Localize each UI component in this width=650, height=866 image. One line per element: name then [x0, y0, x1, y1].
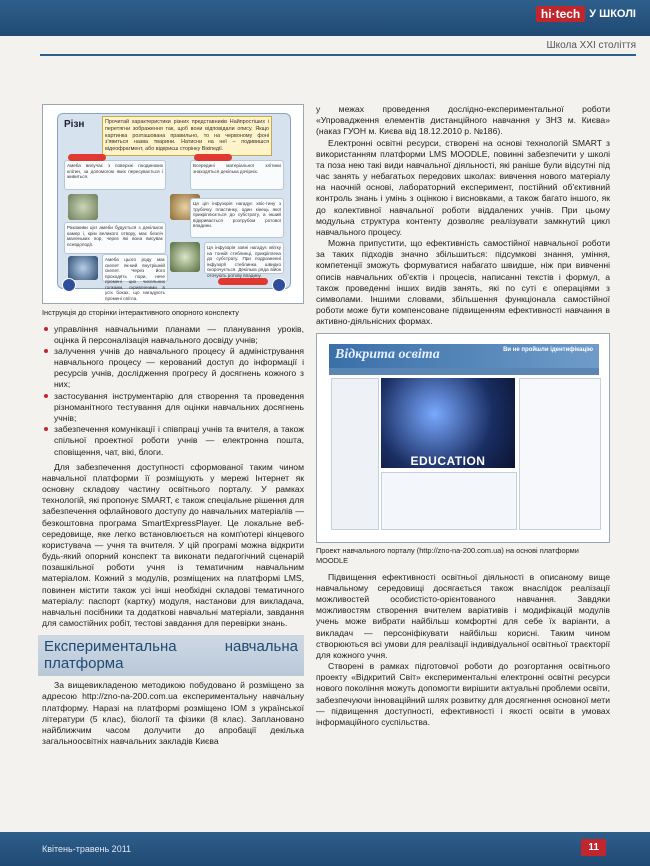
next-page-button[interactable] [272, 278, 286, 292]
organism-card: Ракоживи цієї амеби будується з декількох камер і, крім великого отвору, має безліч маленьких пор, через які вона висуває псевдоподії. [64, 222, 166, 254]
brand-school-label: У ШКОЛІ [589, 8, 636, 20]
right-column [316, 104, 610, 728]
label-pill [68, 154, 106, 161]
body-paragraph: За вищевикладеною методикою побудовано й розміщено за адресою http://zno-na-200.com.ua експериментальну навчальну платформу. Наразі на платформі розміщено ІОМ з української літератури (5 клас), біології та фізики (8 клас). Заплановано найближчим часом долучити до апробації декілька загальноосвітніх навчальних закладів Києва [42, 680, 304, 747]
list-item: забезпечення комунікації і співпраці учнів та вчителя, а також спільної проектної роботи учнів — електронна пошта, сповіщення, чат, вікі, блоги. [42, 424, 304, 458]
body-paragraph: Для забезпечення доступності сформованої таким чином навчальної платформи її розміщують у мережі Інтернет як основну складову частину освітнього порталу. У рамках технологій, які пропонує SMART, є також спеціальне рішення для забезпечення офлайнового доступу до навчальних матеріалів — безкоштовна програма SmartExpressPlayer. Це локальне веб-середовище, яке легко встановлюється на комп'ютері кінцевого користувача — учня та вчителя. У цій програмі можна відкрити будь-який опорний конспект та виконати педагогічний сценарій позашкільної роботи учня із тематичним навчальним матеріалом. Кожний з модулів, розміщених на платформі LMS, повинен містити також усі інші необхідні складові тематичного матеріалу: паспорт (картку) модуля, настанови для викладача, навчальні посібники та додаткові навчальні матеріали, завдання для самостійних робіт, тестові завдання для перевірки знань. [42, 461, 304, 629]
organism-card: Амеба цього роду має скелет як-кий внутрішній скелет. Через його проходять пори, нече промені цих чисельних голками, скривленими в усіх боках, що нагадують промені світла. [102, 254, 168, 282]
organism-card: Амеба вилучає з поверхні поодиноких клітин, за допомогою яких пересувається і живиться. [64, 160, 166, 190]
list-item: залучення учнів до навчального процесу й адміністрування навчального процесу — керований доступ до інформації і ресурсів учнів, дослідження прогресу й досягнень кожного з них; [42, 346, 304, 391]
radiolaria-image [68, 256, 98, 280]
section-subtitle: Школа XXI століття [546, 40, 636, 51]
footer-bar [0, 832, 650, 866]
portal-news-block [381, 472, 517, 530]
interactive-notes-figure [42, 104, 304, 304]
prev-page-button[interactable] [62, 278, 76, 292]
body-paragraph: Можна припустити, що ефективність самостійної навчальної роботи за таких підходів значно збільшиться: підсумкові знання, уміння, компетенції зможуть формуватися набагато швидше, ніж при вивченні описів навчальних об'єктів і процесів, написанні текстів і формул, а також проведенні інших видів занять, які по суті є операціями з символами. Іншими словами, збільшення функціонала самостійної роботи може бути компенсоване підвищенням ефективності навчання в активно-діяльнісних формах. [316, 238, 610, 327]
label-pill [194, 154, 232, 161]
figure-title: Різн [64, 119, 85, 130]
portal-login-status: Ви не пройшли ідентифікацію [503, 347, 593, 354]
figure-caption: Проект навчального порталу (http://zno-na-200.com.ua) на основі платформи MOODLE [316, 546, 579, 566]
vorticella-image [170, 242, 200, 272]
portal-right-panel [519, 378, 601, 530]
body-paragraph: Створені в рамках підготовчої роботи до розгортання освітнього проекту «Відкритий Світ» експериментальні електронні освітні ресурси нового покоління можуть допомогти вирішити актуальні проблеми освіти, забезпечуючи інноваційний шлях розвитку для досягнення основної мети — підвищення доступності, ефективності і якості освіти в умовах інформаційного суспільства. [316, 661, 610, 727]
figure-window [57, 113, 291, 301]
portal-screenshot-figure [316, 333, 610, 543]
organism-card: Ця інфузорія зовні нагадує квітку на тонкій стеблинці, прикріплена до субстрату. При подразненні інфузорії стеблинка швидко скорочується. Декілька ряда війок оточують ротову впадину. [204, 242, 284, 274]
portal-nav [329, 368, 599, 375]
brand-hitech-logo: hi·tech [536, 6, 585, 22]
header-rule [40, 54, 636, 56]
figure-caption: Інструкція до сторінки інтерактивного опорного конспекту [42, 308, 239, 317]
body-paragraph: Підвищення ефективності освітньої діяльності в описаному вище навчальному середовищі досягається також внаслідок реалізації можливостей особистісто-орієнтованого навчання. Завдяки можливостям створення вчителем варіативів і модифікацій модулів учень може вибрати найбільш комфортні для себе їх варіанти, а викладач — персоніфікувати найбільш корисні. Таким чином створюються всі умови для реалізації індивідуальної освітньої траєкторії для кожного учня. [316, 571, 610, 660]
amoeba-image [68, 194, 98, 220]
section-heading: Експериментальна навчальна платформа [38, 635, 304, 676]
magazine-brand [536, 6, 636, 22]
portal-sidebar [331, 378, 379, 530]
organism-card: Всередині матеріальної клітини знаходяться декілька дочірніх. [190, 160, 284, 190]
list-item: управління навчальними планами — планування уроків, оцінка й персоналізація навчального досвіду учнів; [42, 324, 304, 346]
instruction-popup: Прочитай характеристики різних представників Найпростіших і перетягни зображення так, щоб вони відповідали опису. Якщо картинка розташована правильно, то на червоному фоні з'явиться назва тварини. Натисни на неї – подивишся відеофрагмент, або відкриєш сторінку Вікіпедії. [102, 116, 272, 156]
label-pill [218, 278, 268, 285]
organism-card: Ця ціп інфузорія нагадує хвіс-тину з трубочку пластинку, один кінець якої прикріплюється до субстрату, а інший відкривається розтрубом ротової впадини. [190, 198, 284, 238]
body-paragraph: Електронні освітні ресурси, створені на основі технологій SMART з використанням платформи LMS MOODLE, повинні забезпечити у школі та поза нею такі види навчальної діяльності, які раніше були відсутні під час занять у небагатьох передових школах: вивчення нового матеріалу на наочній основі, лабораторний експеримент, постійний об'єктивний контроль знань і умінь з оцінкою і висновками, а також багато іншого, як до колективної навчальної роботи віддалених учнів. При цьому модульна структура контенту дозволяє реалізувати замкнутий цикл навчального процесу. [316, 137, 610, 237]
portal-banner: EDUCATION [410, 454, 486, 469]
page-number: 11 [581, 839, 606, 856]
left-column [42, 104, 304, 747]
features-list [42, 324, 304, 458]
list-item: застосування інструментарію для створення та проведення різноманітного тестування для оцінки навчальних досягнень учнів; [42, 391, 304, 425]
portal-header [329, 344, 599, 368]
body-paragraph: у межах проведення дослідно-експериментальної роботи «Упровадження елементів дистанційного навчання у ЗНЗ м. Києва» (наказ ГУОН м. Києва від 18.12.2010 р. №186). [316, 104, 610, 137]
header-bar [0, 0, 650, 36]
issue-date: Квітень-травень 2011 [42, 844, 132, 854]
portal-logo: Відкрита освіта [335, 347, 440, 363]
